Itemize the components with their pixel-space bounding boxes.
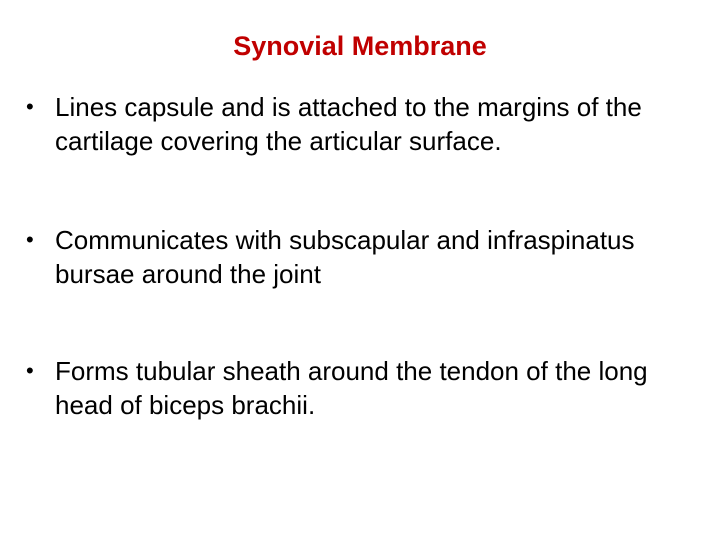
bullet-icon: • <box>26 94 34 119</box>
bullet-icon: • <box>26 358 34 383</box>
bullet-item <box>26 354 686 422</box>
bullet-text: Lines capsule and is attached to the margins of the cartilage covering the articular surface. <box>55 92 642 156</box>
bullet-icon: • <box>26 227 34 252</box>
bullet-text: Communicates with subscapular and infraspinatus bursae around the joint <box>55 225 635 289</box>
bullet-text: Forms tubular sheath around the tendon of the long head of biceps brachii. <box>55 356 648 420</box>
bullet-item <box>26 223 686 291</box>
slide-title: Synovial Membrane <box>233 31 487 61</box>
bullet-item <box>26 90 686 158</box>
